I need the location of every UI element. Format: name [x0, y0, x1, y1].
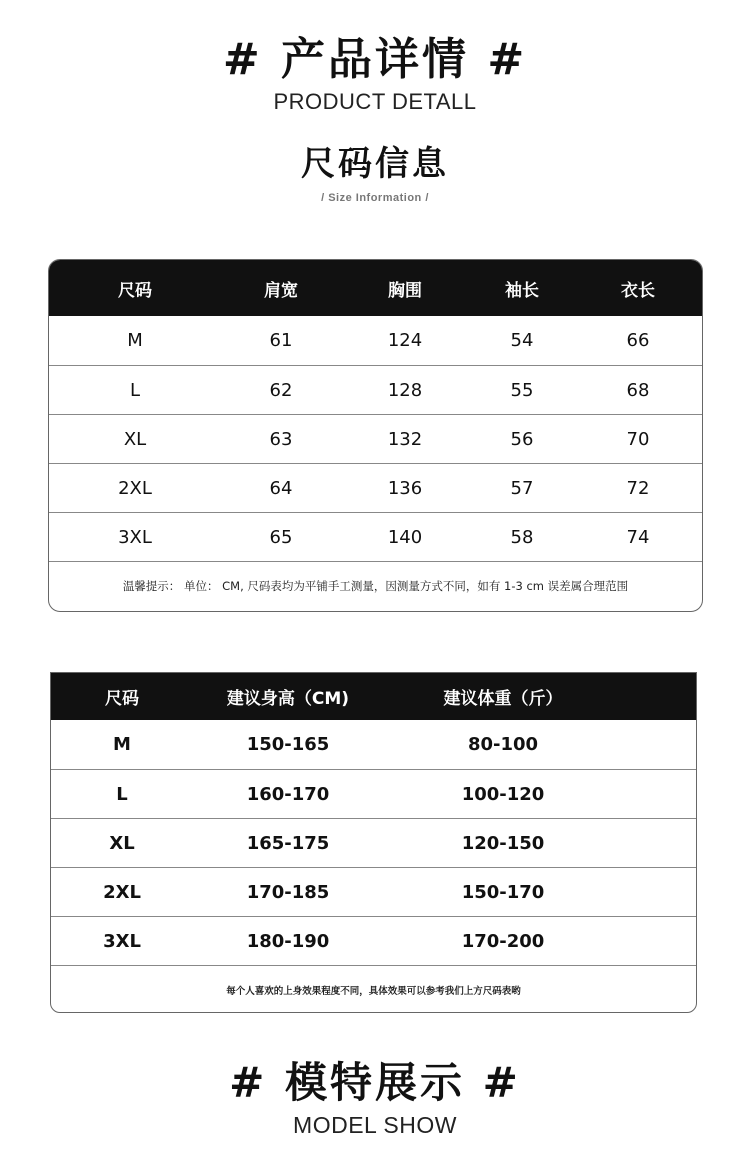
size-table-header: [49, 260, 702, 316]
table-row: [49, 463, 702, 512]
fit-table: [50, 672, 697, 1013]
table-cell: 80-100: [467, 734, 539, 755]
table-row: [51, 818, 696, 867]
product-detail-title: # 产品详情 #: [222, 34, 528, 85]
column-header: 尺码: [118, 280, 152, 301]
table-cell: 100-120: [461, 783, 545, 805]
table-row: [51, 769, 696, 818]
table-row: [49, 414, 702, 463]
table-cell: 132: [387, 428, 423, 450]
table-cell: L: [116, 783, 128, 805]
table-row: [49, 316, 702, 365]
size-info-title: 尺码信息: [301, 144, 449, 184]
fit-table-header: [51, 673, 696, 720]
table-cell: 3XL: [103, 930, 141, 952]
size-table: [48, 259, 703, 612]
fit-table-note: 每个人喜欢的上身效果程度不同，具体效果可以参考我们上方尺码表哟: [51, 965, 696, 1013]
table-cell: 65: [269, 526, 293, 548]
table-cell: 160-170: [246, 783, 330, 805]
table-row: [49, 365, 702, 414]
table-cell: 64: [269, 477, 293, 499]
table-cell: L: [129, 379, 141, 401]
table-cell: M: [127, 330, 143, 351]
table-cell: 2XL: [118, 477, 152, 499]
column-header: 衣长: [621, 280, 655, 301]
column-header: 建议体重（斤）: [443, 689, 563, 709]
table-cell: 63: [269, 428, 293, 450]
column-header: 尺码: [105, 689, 139, 709]
table-cell: 170-185: [246, 881, 330, 903]
table-row: [49, 512, 702, 561]
table-cell: 70: [626, 428, 650, 450]
model-show-subtitle: MODEL SHOW: [293, 1112, 457, 1138]
column-header: 袖长: [505, 280, 539, 301]
size-info-subtitle: / Size Information /: [321, 192, 429, 204]
table-row: [51, 916, 696, 965]
table-cell: 57: [510, 477, 534, 499]
table-cell: 165-175: [246, 832, 330, 854]
table-cell: XL: [109, 832, 135, 854]
table-cell: 72: [626, 477, 650, 499]
table-cell: 58: [510, 526, 534, 548]
product-detail-subtitle: PRODUCT DETALL: [273, 89, 477, 114]
table-cell: 128: [387, 379, 423, 401]
table-row: [51, 867, 696, 916]
table-cell: 136: [387, 477, 423, 499]
table-cell: 55: [510, 379, 534, 401]
table-cell: 62: [269, 379, 293, 401]
table-cell: 54: [510, 330, 534, 351]
column-header: 肩宽: [264, 280, 298, 301]
column-header: 胸围: [388, 280, 422, 301]
table-cell: XL: [123, 428, 147, 450]
table-cell: 180-190: [246, 930, 330, 952]
table-row: [51, 720, 696, 769]
table-cell: 120-150: [461, 832, 545, 854]
table-cell: 140: [387, 526, 423, 548]
size-table-note: 温馨提示： 单位： CM, 尺码表均为平铺手工测量，因测量方式不同，如有 1-3 cm 误差属合理范围: [49, 561, 702, 610]
table-cell: 170-200: [461, 930, 545, 952]
column-header: 建议身高（CM): [226, 689, 350, 709]
table-cell: 66: [626, 330, 650, 351]
table-cell: 150-165: [246, 734, 330, 755]
table-cell: 56: [510, 428, 534, 450]
table-cell: 3XL: [118, 526, 152, 548]
table-cell: M: [113, 734, 131, 755]
model-show-title: # 模特展示 #: [229, 1058, 521, 1107]
table-cell: 74: [626, 526, 650, 548]
table-cell: 2XL: [103, 881, 141, 903]
table-cell: 61: [269, 330, 293, 351]
table-cell: 68: [626, 379, 650, 401]
table-cell: 124: [387, 330, 423, 351]
table-cell: 150-170: [461, 881, 545, 903]
